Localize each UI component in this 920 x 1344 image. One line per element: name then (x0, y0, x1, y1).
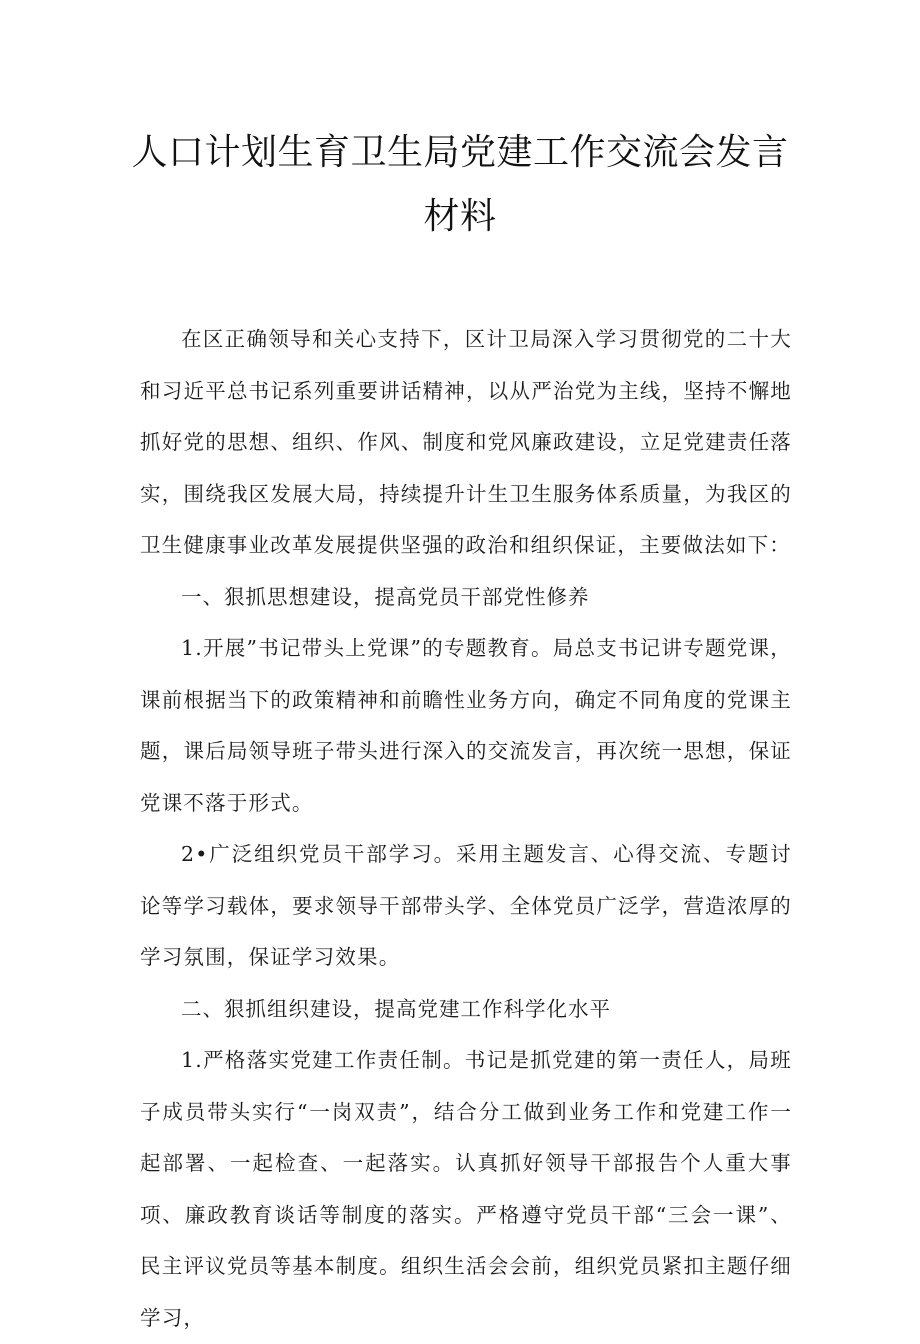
document-title-line-2: 材料 (423, 196, 497, 237)
section-heading-1: 一、狠抓思想建设，提高党员干部党性修养 (181, 584, 590, 609)
document-title-line-1: 人口计划生育卫生局党建工作交流会发言 (131, 132, 789, 173)
body-paragraph: 2•广泛组织党员干部学习。采用主题发言、心得交流、专题讨论等学习载体，要求领导干部带头学、全体党员广泛学，营造浓厚的学习氛围，保证学习效果。 (140, 842, 792, 969)
section-heading-2: 二、狠抓组织建设，提高党建工作科学化水平 (181, 996, 611, 1021)
body-paragraph: 1.开展”书记带头上党课”的专题教育。局总支书记讲专题党课，课前根据当下的政策精神和前瞻性业务方向，确定不同角度的党课主题，课后局领导班子带头进行深入的交流发言，再次统一思想，保证党课不落于形式。 (140, 636, 792, 815)
document-body (140, 314, 792, 1344)
intro-paragraph: 在区正确领导和关心支持下，区计卫局深入学习贯彻党的二十大和习近平总书记系列重要讲话精神，以从严治党为主线，坚持不懈地抓好党的思想、组织、作风、制度和党风廉政建设，立足党建责任落实，围绕我区发展大局，持续提升计生卫生服务体系质量，为我区的卫生健康事业改革发展提供坚强的政治和组织保证，主要做法如下： (140, 327, 792, 557)
body-paragraph: 1.严格落实党建工作责任制。书记是抓党建的第一责任人，局班子成员带头实行“一岗双责”，结合分工做到业务工作和党建工作一起部署、一起检查、一起落实。认真抓好领导干部报告个人重大事项、廉政教育谈话等制度的落实。严格遵守党员干部“三会一课”、民主评议党员等基本制度。组织生活会会前，组织党员紧扣主题仔细学习， (140, 1048, 792, 1330)
